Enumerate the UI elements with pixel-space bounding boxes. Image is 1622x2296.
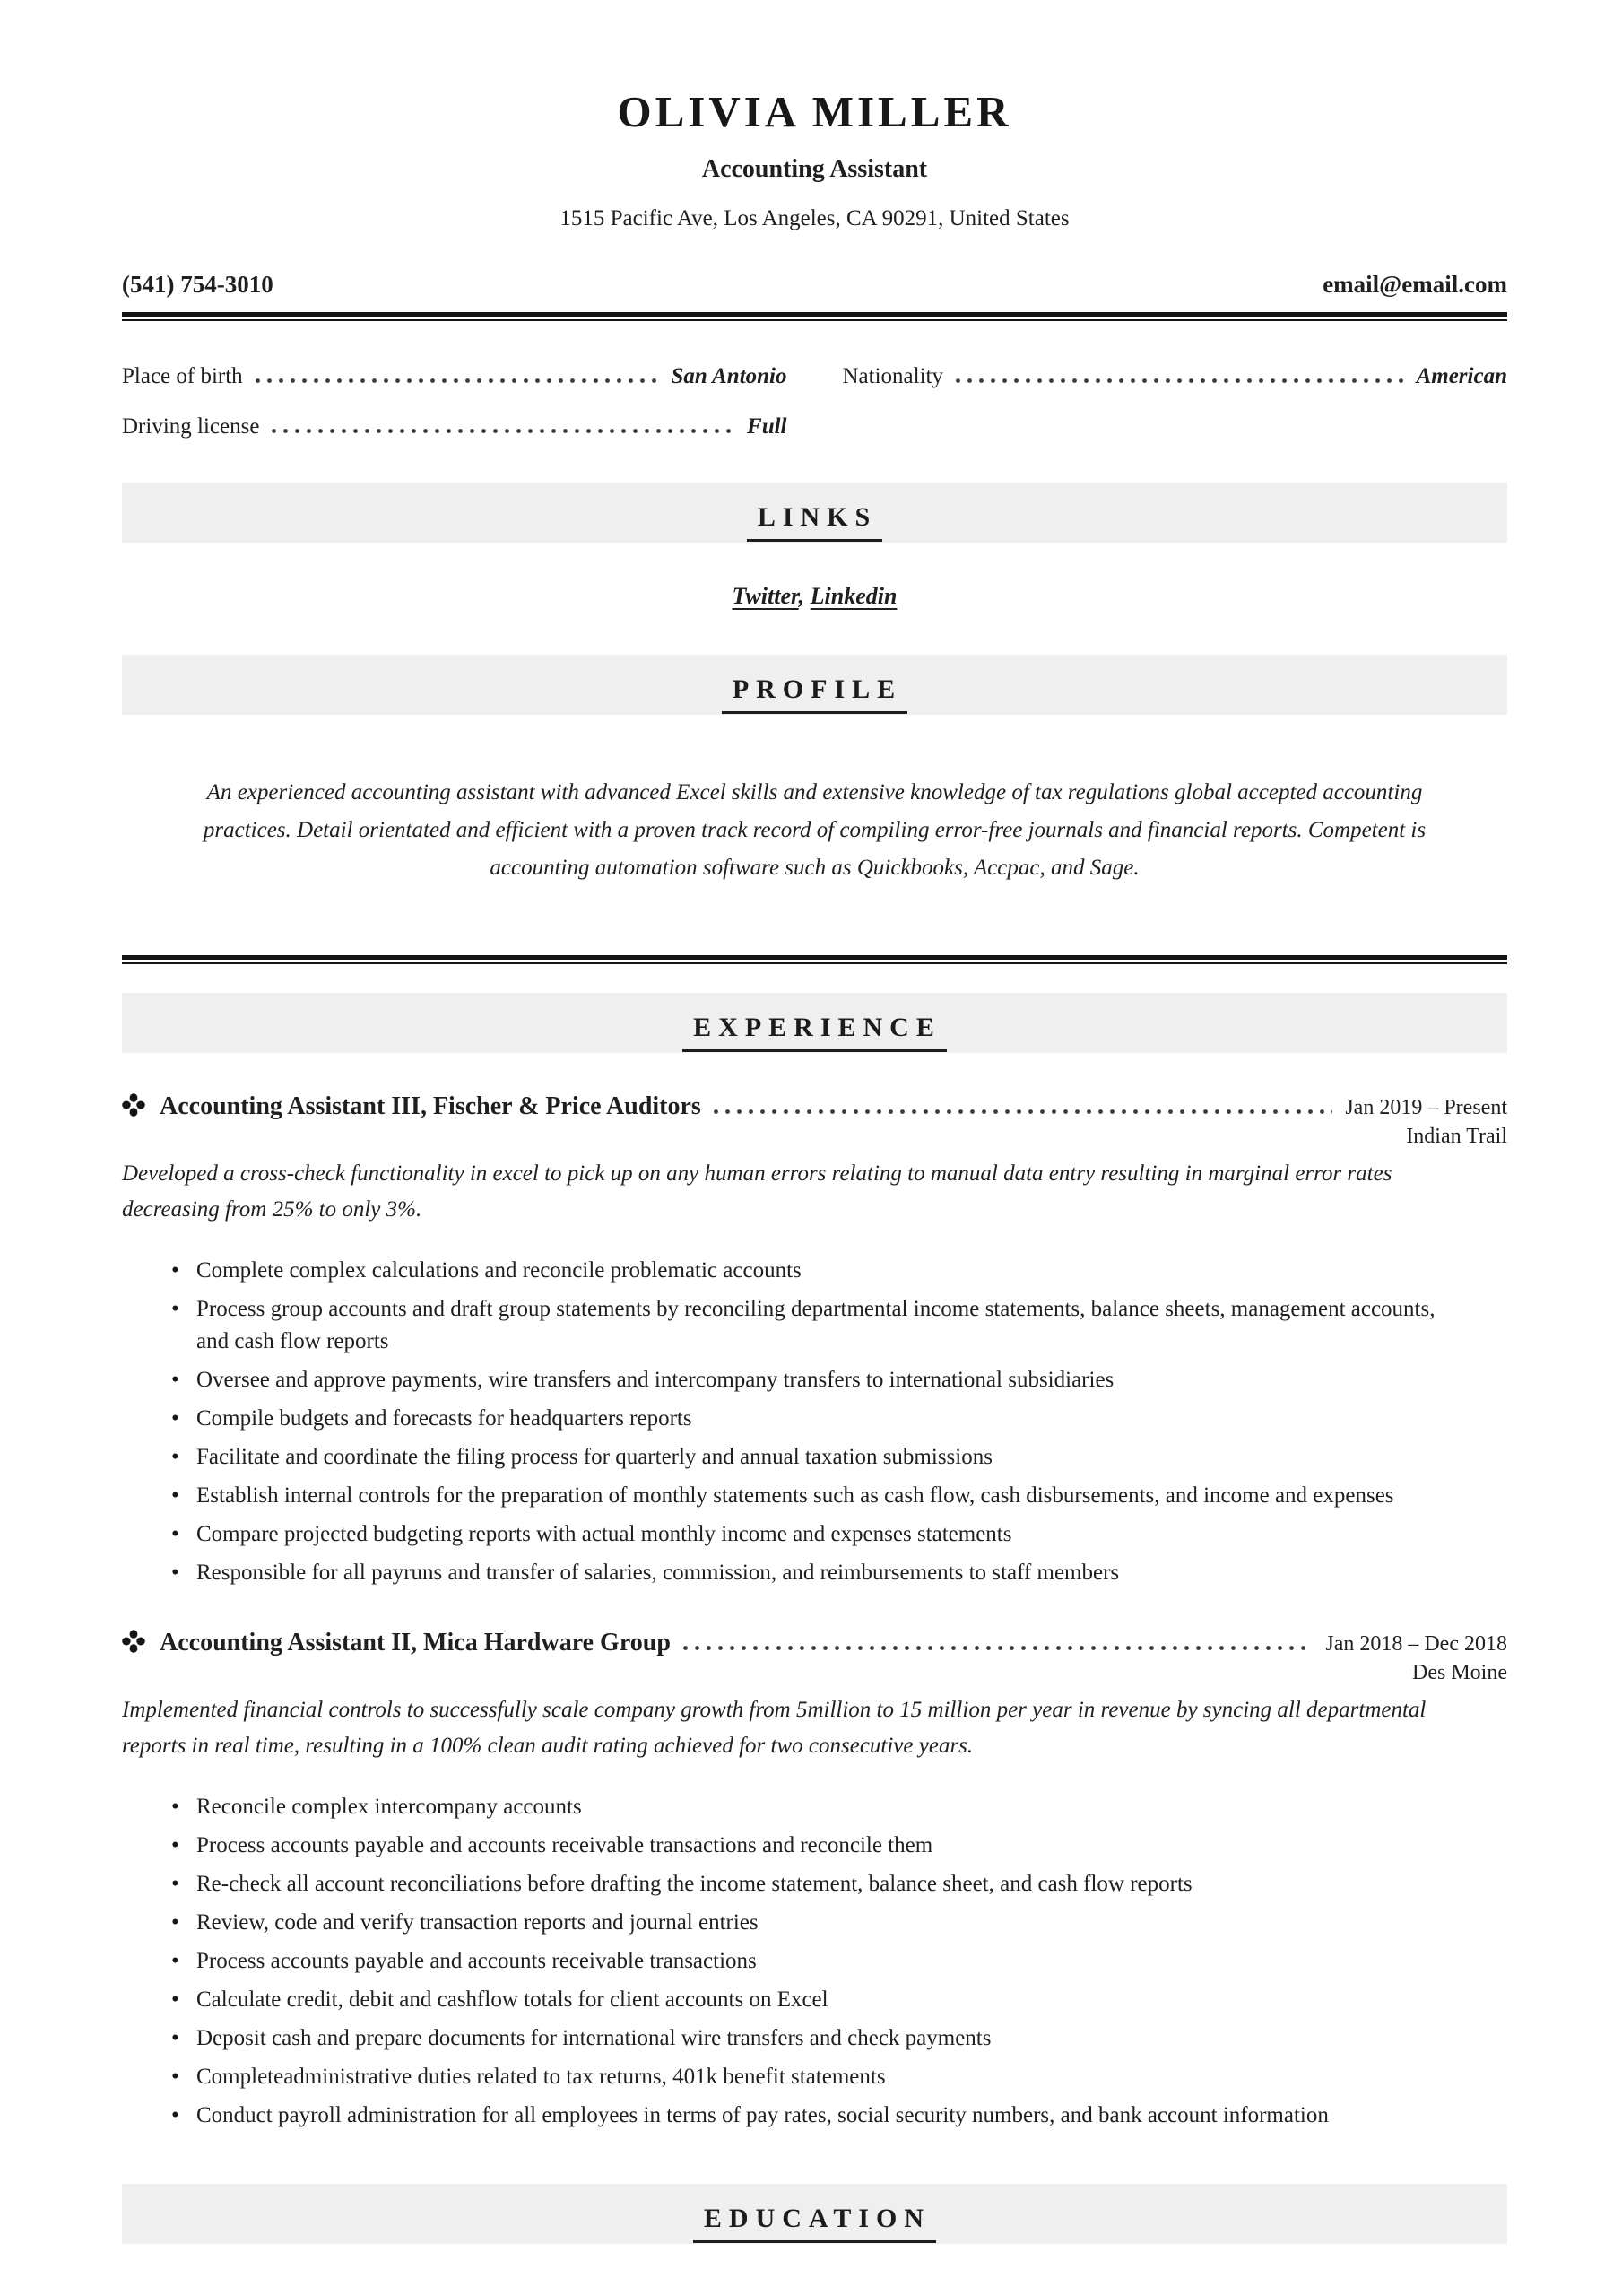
experience-entry: [122, 1627, 1507, 2132]
job-title-line: [122, 1091, 701, 1121]
job-bullet-list: [122, 1791, 1507, 2132]
detail-nationality: [843, 364, 1508, 389]
dotted-leader: [256, 378, 659, 383]
job-bullet: • Process group accounts and draft group statements by reconciling departmental income statements, balance sheets, management accounts, and cash flow reports: [196, 1293, 1444, 1358]
job-bullet: • Process accounts payable and accounts receivable transactions: [196, 1945, 1444, 1978]
details-empty-cell: [843, 414, 1508, 439]
job-bullet: • Oversee and approve payments, wire transfers and intercompany transfers to international subsidiaries: [196, 1364, 1444, 1396]
section-divider: [122, 955, 1507, 964]
job-bullet: • Completeadministrative duties related to tax returns, 401k benefit statements: [196, 2061, 1444, 2093]
job-location: Indian Trail: [1406, 1125, 1507, 1148]
job-bullet: • Calculate credit, debit and cashflow totals for client accounts on Excel: [196, 1984, 1444, 2016]
job-bullet-list: [122, 1255, 1507, 1589]
job-bullet: • Compare projected budgeting reports with actual monthly income and expenses statements: [196, 1518, 1444, 1551]
section-heading-experience: EXPERIENCE: [682, 1009, 947, 1052]
section-heading-profile: PROFILE: [722, 671, 907, 714]
detail-label: Nationality: [842, 364, 943, 388]
detail-value: American: [1416, 364, 1507, 388]
dotted-leader: [683, 1646, 1313, 1650]
header-divider: [122, 312, 1507, 321]
job-bullet: • Review, code and verify transaction reports and journal entries: [196, 1907, 1444, 1939]
twitter-link[interactable]: Twitter: [732, 583, 799, 609]
contact-row: [122, 271, 1507, 299]
job-dates: Jan 2018 – Dec 2018: [1325, 1632, 1507, 1656]
job-location: Des Moine: [1412, 1661, 1507, 1684]
section-banner-education: [122, 2184, 1507, 2244]
job-bullet: • Responsible for all payruns and transfer of salaries, commission, and reimbursements to staff members: [196, 1557, 1444, 1589]
section-heading-links: LINKS: [747, 499, 882, 542]
linkedin-link[interactable]: Linkedin: [810, 583, 898, 609]
detail-place-of-birth: [122, 364, 787, 389]
job-bullet: • Conduct payroll administration for all employees in terms of pay rates, social security numbers, and bank account information: [196, 2100, 1444, 2132]
job-bullet: • Reconcile complex intercompany accounts: [196, 1791, 1444, 1823]
links-line: [122, 583, 1507, 610]
job-bullet: • Complete complex calculations and reconcile problematic accounts: [196, 1255, 1444, 1287]
job-title-text: Accounting Assistant III, Fischer & Price Auditors: [160, 1092, 701, 1120]
job-bullet: • Process accounts payable and accounts receivable transactions and reconcile them: [196, 1830, 1444, 1862]
dotted-leader: [714, 1109, 1333, 1114]
dotted-leader: [272, 429, 734, 433]
resume-header: [122, 86, 1507, 231]
four-petal-marker-icon: [122, 1093, 145, 1124]
job-bullet: • Establish internal controls for the preparation of monthly statements such as cash flow, cash disbursements, and income and expenses: [196, 1480, 1444, 1512]
detail-value: Full: [747, 414, 787, 439]
detail-label: Driving license: [122, 414, 260, 439]
job-header: [122, 1091, 1507, 1121]
person-job-title: Accounting Assistant: [701, 155, 928, 183]
detail-driving-license: [122, 414, 787, 439]
profile-summary: An experienced accounting assistant with advanced Excel skills and extensive knowledge of tax regulations global accepted accounting practices. Detail orientated and efficient with a proven track record of compiling error-free journals and financial reports. Competent is accounting automation software such as Quickbooks, Accpac, and Sage.: [203, 780, 1427, 880]
job-title-text: Accounting Assistant II, Mica Hardware Group: [160, 1629, 671, 1657]
dotted-leader: [956, 378, 1404, 383]
detail-value: San Antonio: [671, 364, 787, 388]
section-heading-education: EDUCATION: [693, 2200, 936, 2243]
person-name: OLIVIA MILLER: [617, 87, 1012, 136]
job-bullet: • Compile budgets and forecasts for headquarters reports: [196, 1403, 1444, 1435]
email-address: email@email.com: [1323, 271, 1507, 298]
job-title-line: [122, 1627, 671, 1657]
person-address: 1515 Pacific Ave, Los Angeles, CA 90291, United States: [559, 206, 1070, 230]
job-header: [122, 1627, 1507, 1657]
section-banner-links: [122, 483, 1507, 543]
four-petal-marker-icon: [122, 1630, 145, 1660]
detail-label: Place of birth: [122, 364, 243, 388]
job-bullet: • Deposit cash and prepare documents for international wire transfers and check payments: [196, 2022, 1444, 2055]
job-summary: Implemented financial controls to successfully scale company growth from 5million to 15 million per year in revenue by syncing all departmental reports in real time, resulting in a 100% clean audit rating achieved for two consecutive years.: [122, 1698, 1427, 1758]
section-banner-experience: [122, 993, 1507, 1053]
job-bullet: • Facilitate and coordinate the filing process for quarterly and annual taxation submissions: [196, 1441, 1444, 1474]
phone-number: (541) 754-3010: [122, 271, 273, 298]
personal-details: [122, 364, 1507, 439]
section-banner-profile: [122, 655, 1507, 715]
experience-entry: [122, 1091, 1507, 1589]
job-bullet: • Re-check all account reconciliations before drafting the income statement, balance sheet, and cash flow reports: [196, 1868, 1444, 1900]
job-dates: Jan 2019 – Present: [1345, 1096, 1507, 1119]
job-summary: Developed a cross-check functionality in excel to pick up on any human errors relating to manual data entry resulting in marginal error rates decreasing from 25% to only 3%.: [122, 1161, 1392, 1222]
links-separator: ,: [798, 583, 811, 609]
